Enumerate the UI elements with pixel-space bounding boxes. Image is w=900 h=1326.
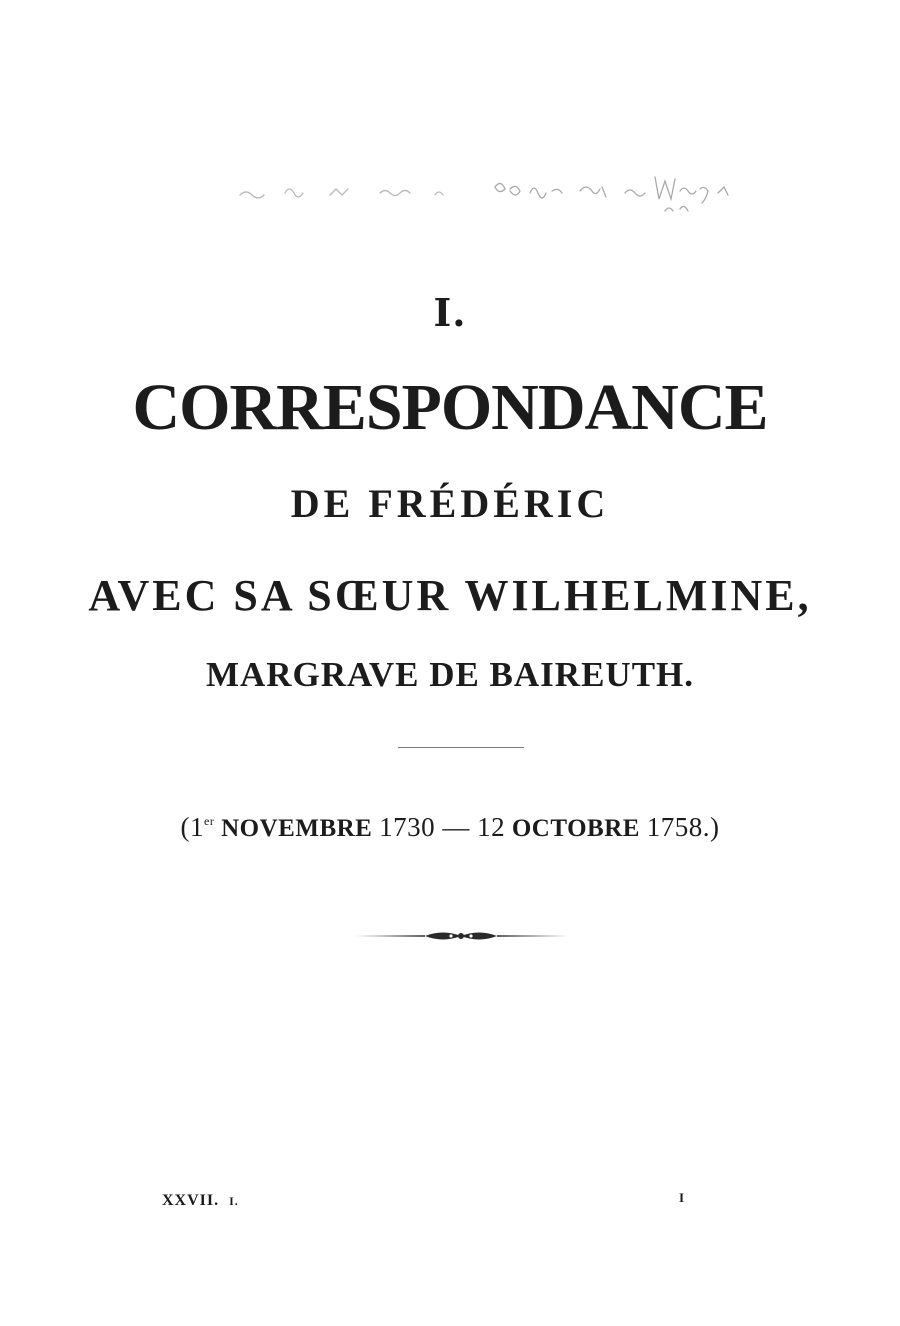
ornament-divider-icon [355, 926, 567, 946]
date-end-year: 1758 [646, 812, 703, 842]
section-numeral: I. [433, 290, 467, 335]
subtitle-title: MARGRAVE DE BAIREUTH. [205, 655, 695, 694]
date-close: .) [702, 812, 720, 842]
date-open: (1 [180, 812, 205, 842]
date-start-year: 1730 [379, 812, 436, 842]
date-separator: — [435, 812, 478, 842]
date-ordinal: er [204, 814, 215, 828]
page-title: CORRESPONDANCE [132, 371, 768, 444]
signature-sub: I. [229, 1194, 239, 1208]
signature-volume: XXVII. [162, 1192, 220, 1209]
page-number: I [679, 1190, 685, 1205]
subtitle-correspondent: AVEC SA SŒUR WILHELMINE, [88, 571, 812, 620]
handwritten-inscription [230, 165, 740, 225]
divider-rule [398, 747, 524, 748]
date-end-month: OCTOBRE [505, 815, 647, 842]
date-range [0, 812, 900, 843]
subtitle-author: DE FRÉDÉRIC [290, 481, 610, 526]
date-start-month: NOVEMBRE [214, 815, 380, 842]
date-end-day: 12 [477, 812, 506, 842]
signature-mark [162, 1192, 239, 1210]
